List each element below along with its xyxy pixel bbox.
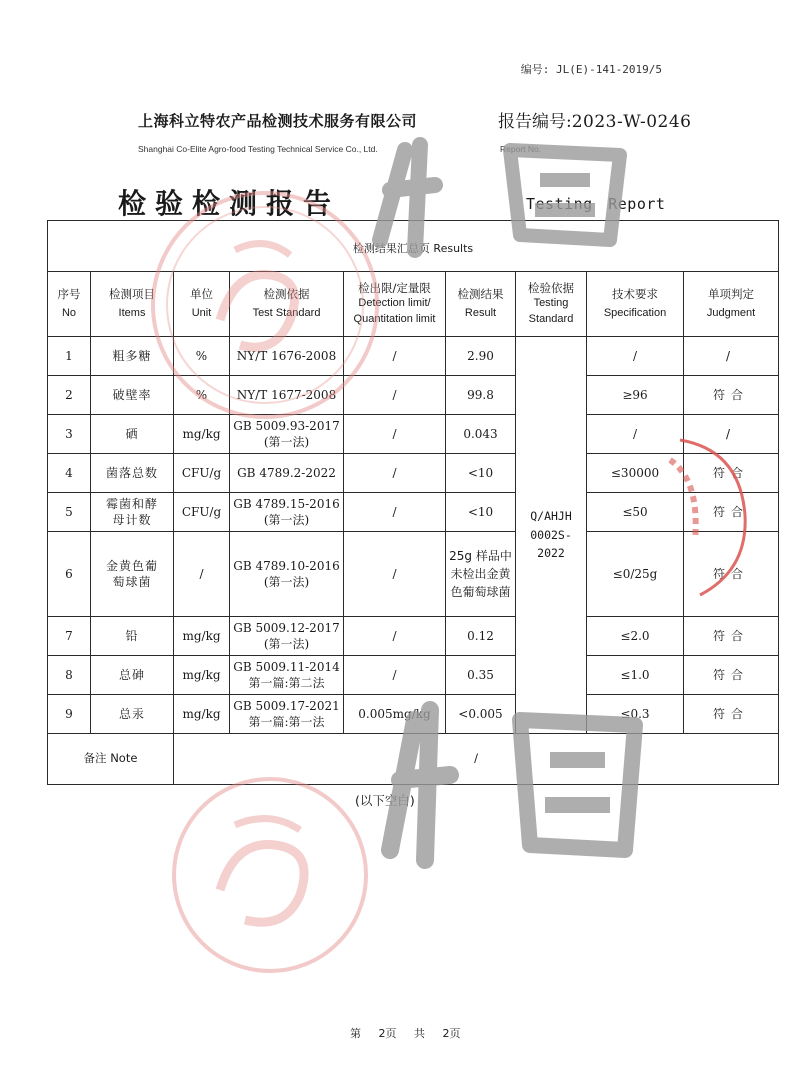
blank-below-text: (以下空白) (355, 793, 415, 808)
note-value: / (174, 734, 779, 785)
report-number-value: 2023-W-0246 (571, 112, 692, 132)
testing-standard-cell: Q/AHJH 0002S- 2022 (516, 337, 587, 734)
results-table (47, 220, 779, 785)
header-unit: 单位 Unit (174, 272, 230, 337)
header-specification: 技术要求 Specification (587, 272, 684, 337)
header-judgment: 单项判定 Judgment (684, 272, 779, 337)
header-testing-standard: 检验依据 Testing Standard (516, 272, 587, 337)
table-header-row (48, 272, 779, 337)
page-number: 第 2页 共 2页 (350, 1027, 461, 1040)
header-test-standard: 检测依据 Test Standard (230, 272, 344, 337)
table-row: 4 菌落总数 CFU/g GB 4789.2-2022 / <10 ≤30000 符合 (48, 454, 779, 493)
table-row: 6 金黄色葡 萄球菌 / GB 4789.10-2016 (第一法) / 25g 样品中未检出金黄色葡萄球菌 ≤0/25g 符合 (48, 532, 779, 617)
results-summary-title: 检测结果汇总页 Results (48, 221, 779, 272)
table-row: 8 总砷 mg/kg GB 5009.11-2014 第一篇:第二法 / 0.35 ≤1.0 符合 (48, 656, 779, 695)
table-row: 2 破壁率 % NY/T 1677-2008 / 99.8 ≥96 符合 (48, 376, 779, 415)
report-number-label-en: Report No. (500, 144, 542, 154)
header-detection-limit: 检出限/定量限 Detection limit/ Quantitation limit (344, 272, 446, 337)
report-title-en: Testing Report (526, 195, 666, 213)
table-row: 3 硒 mg/kg GB 5009.93-2017 (第一法) / 0.043 / / (48, 415, 779, 454)
header-items: 检测项目 Items (91, 272, 174, 337)
report-number (498, 107, 692, 132)
header-result: 检测结果 Result (446, 272, 516, 337)
report-number-label: 报告编号: (498, 112, 572, 132)
report-title-cn: 检验检测报告 (118, 187, 341, 220)
company-name-en: Shanghai Co-Elite Agro-food Testing Technical Service Co., Ltd. (138, 144, 378, 154)
table-row: 5 霉菌和酵 母计数 CFU/g GB 4789.15-2016 (第一法) / <10 ≤50 符合 (48, 493, 779, 532)
company-name-cn: 上海科立特农产品检测技术服务有限公司 (138, 112, 418, 130)
header-no: 序号 No (48, 272, 91, 337)
note-label: 备注 Note (48, 734, 174, 785)
table-row: 9 总汞 mg/kg GB 5009.17-2021 第一篇:第一法 0.005mg/kg <0.005 ≤0.3 符合 (48, 695, 779, 734)
table-row: 1 粗多糖 % NY/T 1676-2008 / 2.90 Q/AHJH 0002S- 2022 / / (48, 337, 779, 376)
red-seal-watermark-icon (165, 770, 375, 980)
note-row (48, 734, 779, 785)
form-code: 编号: JL(E)-141-2019/5 (520, 63, 662, 76)
table-row: 7 铅 mg/kg GB 5009.12-2017 (第一法) / 0.12 ≤2.0 符合 (48, 617, 779, 656)
